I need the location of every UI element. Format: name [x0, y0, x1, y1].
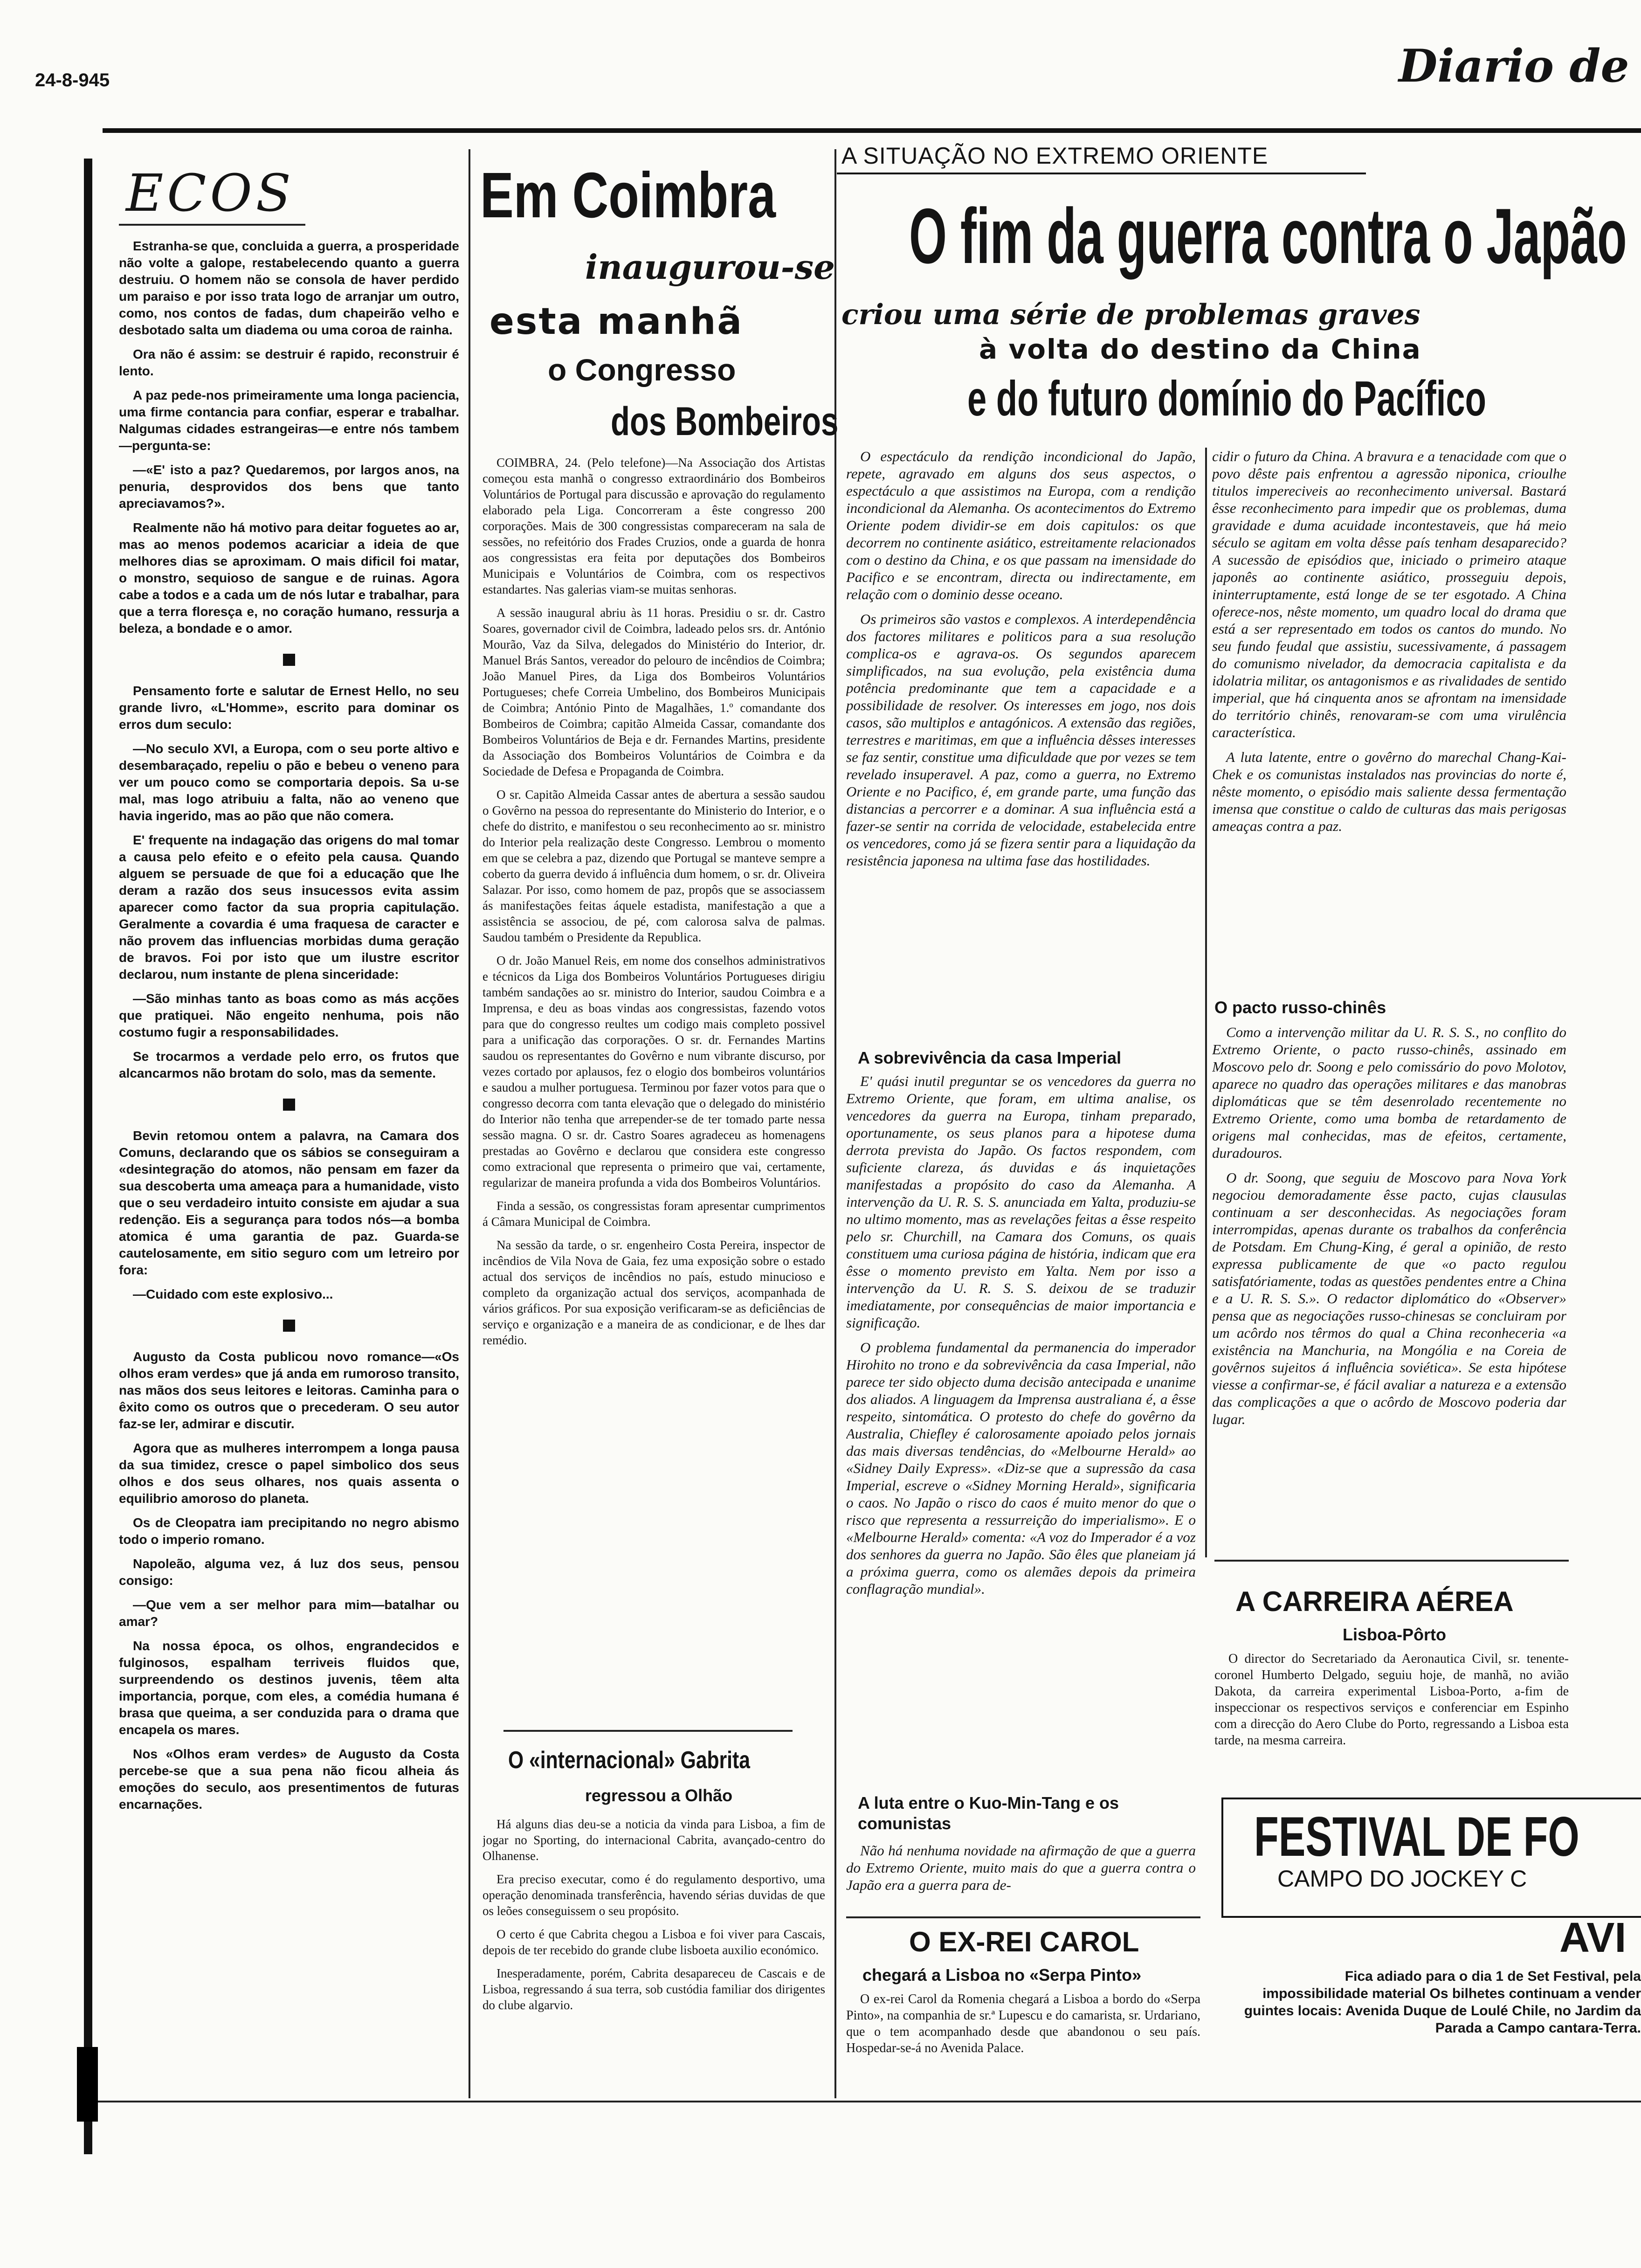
japao-kicker: A SITUAÇÃO NO EXTREMO ORIENTE: [841, 143, 1269, 169]
section-bullet: [283, 1099, 295, 1111]
section-rule: [1214, 1560, 1569, 1562]
ecos-paragraph: A paz pede-nos primeiramente uma longa paciencia, uma firme contancia para confiar, esperar e trabalhar. Nalgumas cidades estrangeiras—e entre nós tambem—pergunta-se:: [119, 388, 459, 453]
ecos-body: [119, 238, 459, 2094]
ecos-title: ECOS: [126, 163, 295, 223]
coimbra-paragraph: A sessão inaugural abriu às 11 horas. Presidiu o sr. dr. Castro Soares, governador civil de Coimbra, ladeado pelos srs. dr. António Mourão, Vaz da Silva, delegados do Ministério do Interior, dr. Manuel Brás Santos, vereador do pelouro de incêndios de Coimbra; João Manuel Pires, da Liga dos Bombeiros Voluntários Portugueses; chefe Correia Umbelino, dos Bombeiros Municipais de Coimbra; António Pinto de Magalhães, 1.º comandante dos Bombeiros de Coimbra; capitão Almeida Cassar, comandante dos Bombeiros Voluntários de Beja e dr. Fernandes Martins, presidente da Associação dos Bombeiros Voluntários de Coimbra e da Sociedade de Defesa e Propaganda de Coimbra.: [483, 606, 825, 778]
japao-paragraph: O problema fundamental da permanencia do imperador Hirohito no trono e da sobrevivência da casa Imperial, não parece ter sido objecto duma decisão antecipada e unanime dos aliados. A linguagem da Imprensa australiana é, a êsse respeito, sintomática. O protesto do chefe do govêrno da Australia, Chiefley é calorosamente apoiado pelos jornais das mais diversas tendências, do «Melbourne Herald» ao «Sidney Daily Express». «Diz-se que a supressão da casa Imperial, escreve o «Sidney Morning Herald», significaria o caos. No Japão o risco do caos é muito menor do que o risco que representa a ressurreição do imperialismo». E o «Melbourne Herald» comenta: «A voz do Imperador é a voz dos senhores da guerra no Japão. São êles que planeiam já a próxima guerra, como os alemães depois da primeira conflagração mundial».: [846, 1339, 1196, 1597]
japao-paragraph: O dr. Soong, que seguiu de Moscovo para Nova York negociou demoradamente êsse pacto, cujas clausulas continuam a ser desconhecidas. As negociações foram interrompidas, apenas durante os trabalhos da conferência de Potsdam. Em Chung-King, é geral a opinião, de resto expressa publicamente de que «o pacto regulou satisfatóriamente, todas as questões pendentes entre a China e a U. R. S. S.». O redactor diplomático do «Observer» pensa que as negociações russo-chinesas se concluiram por um acôrdo nos têrmos do qual a China reconheceria «a existência na Manchuria, na Mongólia e na Coreia de govêrnos sujeitos á influência soviética». Se esta hipótese viesse a confirmar-se, é fácil avaliar a natureza e a extensão das complicações a que o acôrdo de Moscovo poderia dar lugar.: [1212, 1169, 1566, 1427]
carol-subtitle: chegará a Lisboa no «Serpa Pinto»: [862, 1965, 1142, 1984]
japao-subhead: A sobrevivência da casa Imperial: [858, 1048, 1121, 1067]
ecos-paragraph: Realmente não há motivo para deitar foguetes ao ar, mas ao menos podemos acariciar a ideia de que melhores dias se aproximam. O mais dificil foi matar, o monstro, sequioso de sangue e de ruinas. Agora cabe a todos e a cada um de nós lutar e trabalhar, para que a terra floresça e, no coração humano, ressurja a beleza, a bondade e o amor.: [119, 520, 459, 636]
japao-deck-line: criou uma série de problemas graves: [841, 298, 1420, 331]
japao-deck-line: à volta do destino da China: [979, 333, 1421, 365]
carreira-headline: A CARREIRA AÉREA: [1235, 1586, 1514, 1617]
coimbra-paragraph: O sr. Capitão Almeida Cassar antes de abertura a sessão saudou o Govêrno na pessoa do representante do Ministerio do Interior, e o chefe do distrito, e manifestou o seu reconhecimento ao sr. ministro do Interior pela realização deste Congresso. Lembrou o momento em que se celebra a paz, dizendo que Portugal se manteve sempre a coberto da guerra devido á influência dum homem, o sr. dr. Oliveira Salazar. Por isso, como homem de paz, propôs que se associassem ás manifestações feitas áquele estadista, manifestação a que a assistência se associou, de pé, com calorosa salva de palmas. Saudou também o Presidente da Republica.: [483, 788, 825, 944]
japao-paragraph: E' quási inutil preguntar se os vencedores da guerra no Extremo Oriente, que foram, em ultima analise, os vencedores da guerra na Europa, tinham preparado, oportunamente, os seus planos para a hipotese duma derrota prevista do Japão. Os factos respondem, com suficiente clareza, ás duvidas e ás inquietações manifestadas a propósito do caso da Alemanha. A intervenção da U. R. S. S. anunciada em Yalta, produziu-se no ultimo momento, mas as revelações feitas a êsse respeito pelo sr. Churchill, na Camara dos Comuns, os quais constituem uma curiosa página de história, indicam que era êsse o momento previsto em Yalta. Nem por isso a intervenção da U. R. S. S. deixou de se traduzir imediatamente, por consequências de maior importancia e significação.: [846, 1073, 1196, 1331]
carreira-body: [1214, 1651, 1569, 1786]
festival-ad-notice: AVI: [1559, 1915, 1627, 1961]
ecos-paragraph: Estranha-se que, concluida a guerra, a prosperidade não volte a galope, restabelecendo quanto a guerra destruiu. O homem não se consola de haver perdido um paraiso e por isso trata logo de arranjar um outro, como, nos contos de fadas, dum chapeirão velho e desbotado salta um diadema ou uma coroa de rainha.: [119, 239, 459, 337]
ecos-paragraph: Agora que as mulheres interrompem a longa pausa da sua timidez, cresce o papel simbolico dos seus olhos e dos seus olhares, nos quais assenta o equilibrio amoroso do planeta.: [119, 1441, 459, 1506]
bottom-rule: [98, 2101, 1641, 2102]
coimbra-headline: Em Coimbra: [480, 159, 776, 231]
japao-col2-top: [1212, 448, 1566, 951]
japao-paragraph: O espectáculo da rendição incondicional do Japão, repete, agravado em alguns dos seus aspectos, o espectáculo a que assistimos na Europa, com a rendição incondicional da Alemanha. Os acontecimentos do Extremo Oriente podem dividir-se em dois capitulos: os que decorrem no continente asiático, estreitamente relacionados com o destino da China, e os que passam na imensidade do Pacifico e se encontram, directa ou indirectamente, em relação com o dominio desse oceano.: [846, 448, 1196, 602]
gabrita-subtitle: regressou a Olhão: [585, 1786, 733, 1805]
japao-paragraph: Os primeiros são vastos e complexos. A interdependência dos factores militares e politicos para a sua resolução complica-os e agrava-os. Os segundos aparecem simplificados, na sua evolução, pela existência duma potência predominante que tem a capacidade e a possibilidade de resolver. Os interesses em jogo, nos dois casos, são multiplos e antagónicos. A extensão das regiões, terrestres e maritimas, em que a influência dêsses interesses se faz sentir, constitue uma dificuldade que por vezes se tem revelado insuperavel. A paz, como a guerra, no Extremo Oriente e no Pacifico, é, em grande parte, uma função das distancias a percorrer e a dominar. A sua influência está a fazer-se sentir na corrida de velocidade, estabelecida entre os vencedores, como já se fizera sentir para a liquidação da resistência japonesa na ultima fase das hostilidades.: [846, 611, 1196, 869]
ecos-paragraph: Napoleão, alguma vez, á luz dos seus, pensou consigo:: [119, 1556, 459, 1588]
carreira-paragraph: O director do Secretariado da Aeronautica Civil, sr. tenente-coronel Humberto Delgado, seguiu hoje, de manhã, no avião Dakota, da carreira experimental Lisboa-Porto, a-fim de inspeccionar os respectivos serviços e conferenciar em Espinho com a direcção do Aero Clube do Porto, regressando a Lisboa esta tarde, na mesma carreira.: [1214, 1652, 1569, 1748]
ecos-paragraph: Augusto da Costa publicou novo romance—«Os olhos eram verdes» que já anda em rumoroso transito, nas mãos dos seus leitores e leitoras. Caminha para o êxito como os outros que o precederam. O seu autor faz-se ler, admirar e discutir.: [119, 1349, 459, 1431]
ecos-paragraph: Na nossa época, os olhos, engrandecidos e fulginosos, espalham terriveis fluidos que, surpreendendo os destinos juvenis, têem alta importancia, porque, com eles, a comédia humana é brasa que queima, a ser conduzida para o drama que encapela os mares.: [119, 1639, 459, 1737]
japao-headline: O fim da guerra contra o Japão: [909, 192, 1627, 280]
gabrita-paragraph: Há alguns dias deu-se a noticia da vinda para Lisboa, a fim de jogar no Sporting, do internacional Cabrita, avançado-centro do Olhanense.: [483, 1817, 825, 1863]
carol-paragraph: O ex-rei Carol da Romenia chegará a Lisboa a bordo do «Serpa Pinto», na companhia de sr.ª Lupescu e do camarista, sr. Urdariano, que o tem acompanhado desde que abandonou o seu país. Hospedar-se-á no Avenida Palace.: [846, 1992, 1200, 2055]
section-rule: [846, 1916, 1200, 1918]
section-rule: [503, 1730, 793, 1732]
coimbra-body: [483, 455, 825, 1714]
ecos-paragraph: Ora não é assim: se destruir é rapido, reconstruir é lento.: [119, 347, 459, 378]
kicker-rule: [837, 173, 1366, 174]
festival-ad-venue: CAMPO DO JOCKEY C: [1277, 1866, 1527, 1892]
carreira-subtitle: Lisboa-Pôrto: [1343, 1625, 1446, 1644]
ecos-paragraph: —Que vem a ser melhor para mim—batalhar ou amar?: [119, 1597, 459, 1629]
japao-subhead: O pacto russo-chinês: [1214, 998, 1386, 1017]
coimbra-deck-line: esta manhã: [490, 301, 744, 343]
ecos-paragraph: Bevin retomou ontem a palavra, na Camara dos Comuns, declarando que os sábios se conseguiram a «desintegração do atomos, não pensam em fazer da sua descoberta uma ameaça para a humanidade, visto que o seu verdadeiro intuito consiste em ajudar a sua redenção. Eis a segurança para todos nós—a bomba atomica é uma garantia de paz. Guarda-se cautelosamente, em sitio seguro com um letreiro por fora:: [119, 1128, 459, 1277]
coimbra-paragraph: Na sessão da tarde, o sr. engenheiro Costa Pereira, inspector de incêndios de Vila Nova de Gaia, fez uma exposição sobre o estado actual dos serviços de incêndios no país, estudo minucioso e completo da organização actual dos serviços, acompanhada de vários gráficos. Por sua exposição verificaram-se as deficiências de serviço e organização e a maneira de as condicionar, e de lhes dar remédio.: [483, 1238, 825, 1347]
coimbra-paragraph: COIMBRA, 24. (Pelo telefone)—Na Associação dos Artistas começou esta manhã o congresso extraordinário dos Bombeiros Voluntários de Portugal para discussão e aprovação do regulamento elaborado pela Liga. Concorreram a êste congresso 200 corporações. Mais de 300 congressistas compareceram na sala de sessões, no refeitório dos Frades Cruzios, onde a guarda de honra aos congressistas era feita por deputações dos Bombeiros Municipais e Voluntários de Coimbra, com os respectivos estandartes. Nas galerias viam-se muitas senhoras.: [483, 456, 825, 596]
coimbra-paragraph: O dr. João Manuel Reis, em nome dos conselhos administrativos e técnicos da Liga dos Bombeiros Voluntários Portugueses dirigiu também sandações ao sr. ministro do Interior, saudou Coimbra e a Imprensa, e deu as boas vindas aos congressistas, fazendo votos para que do congresso reultes um codigo mais completo possivel para a unificação das corporações. O sr. dr. Fernandes Martins saudou os representantes do Govêrno e num vibrante discurso, por vezes cortado por aplausos, fez o elogio dos bombeiros voluntários e saudou a mulher portuguesa. Terminou por fazer votos para que o congresso decorra com tanta elevação que o delegado do ministério do Interior não tenha que arrepender-se de ter tomado parte nessa sessão magna. O sr. dr. Castro Soares agradeceu as homenagens prestadas ao Govêrno e declarou que considera este congresso como extracional que representa o primeiro que vai, certamente, regularizar de maneira profunda a vida dos Bombeiros Voluntários.: [483, 954, 825, 1189]
coimbra-paragraph: Finda a sessão, os congressistas foram apresentar cumprimentos á Câmara Municipal de Coimbra.: [483, 1199, 825, 1229]
column-rule: [469, 149, 470, 2098]
column-rule: [1205, 448, 1207, 1557]
japao-col1-top: [846, 448, 1196, 1044]
japao-paragraph: A luta latente, entre o govêrno do marechal Chang-Kai-Chek e os comunistas instalados nas provincias do norte é, nêste momento, o episódio mais saliente dessa fermentação imensa que constitue o caldo de culturas das mais perigosas ameaças contra a paz.: [1212, 749, 1566, 834]
ecos-paragraph: —«E' isto a paz? Quedaremos, por largos anos, na penuria, desprovidos dos bens que tanto apreciavamos?».: [119, 463, 459, 511]
ecos-paragraph: —São minhas tanto as boas como as más acções que pratiquei. Não engeito nenhuma, pois não costumo fugir a responsabilidades.: [119, 991, 459, 1039]
ecos-paragraph: Se trocarmos a verdade pelo erro, os frutos que alcancarmos não brotam do solo, mas da semente.: [119, 1049, 459, 1080]
japao-col1-bottom: [846, 1842, 1196, 1912]
japao-deck-line: e do futuro domínio do Pacífico: [967, 371, 1486, 426]
page-date: 24-8-945: [35, 70, 110, 90]
left-border-bar: [84, 159, 92, 2154]
ecos-title-rule: [119, 224, 305, 226]
gabrita-paragraph: Inesperadamente, porém, Cabrita desapareceu de Cascais e de Lisboa, regressando á sua terra, sob custódia familiar dos dirigentes do clube algarvio.: [483, 1966, 825, 2012]
carol-headline: O EX-REI CAROL: [909, 1926, 1139, 1957]
gabrita-paragraph: Era preciso executar, como é do regulamento desportivo, uma operação denominada transferência, havendo sérias duvidas de que os leões conseguissem o seu propósito.: [483, 1872, 825, 1918]
coimbra-kicker: inaugurou-se: [585, 247, 835, 287]
top-rule: [103, 128, 1641, 133]
japao-subhead: A luta entre o Kuo-Min-Tang e os comunistas: [858, 1793, 1119, 1833]
ecos-paragraph: Pensamento forte e salutar de Ernest Hello, no seu grande livro, «L'Homme», escrito para dominar os erros dum seculo:: [119, 684, 459, 732]
festival-ad-text: Fica adiado para o dia 1 de Set Festival, pela impossibilidade material Os bilhetes continuam a vender guintes locais: Avenida Duque de Loulé Chile, no Jardim da Parada a Campo cantara-Terra.: [1244, 1969, 1641, 2036]
japao-paragraph: cidir o futuro da China. A bravura e a tenacidade com que o povo dêste pais enfrentou a agressão niponica, crioulhe titulos impereciveis ao reconhecimento universal. Bastará êsse reconhecimento para impedir que os problemas, duma gravidade e duma acuidade incontestaveis, que há meio século se agitam em volta dêsse país tenham desaparecido? A sucessão de episódios que, iniciado o primeiro ataque japonês ao continente asiático, prosseguiu depois, ininterruptamente, está longe de se ter esgotado. A China oferece-nos, nêste momento, um quadro local do drama que está a ser representado em todos os cantos do mundo. No seu fundo feudal que assistiu, sucessivamente, á passagem do comunismo nivelador, da democracia capitalista e da idolatria militar, os antagonismos e as rivalidades de sentido imperial, que há cinquenta anos se afrontam na imensidade do território chinês, renovaram-se com uma virulência característica.: [1212, 448, 1566, 740]
section-bullet: [283, 654, 295, 666]
ecos-paragraph: E' frequente na indagação das origens do mal tomar a causa pelo efeito e o efeito pela causa. Quando alguem se persuade de que foi a educação que lhe deram a razão dos seus insucessos evita assim aparecer como factor da sua propria capitulação. Geralmente a covardia é uma fraquesa de caracter e não provem das influencias morbidas duma geração de bravos. Foi por isto que um ilustre escritor declarou, num instante de plena sinceridade:: [119, 833, 459, 982]
carol-body: [846, 1991, 1200, 2094]
ecos-paragraph: —No seculo XVI, a Europa, com o seu porte altivo e desembaraçado, repeliu o pão e bebeu o veneno para ver um pouco como se comportaria depois. Sa u-se mal, mas logo atribuiu a falta, não ao veneno que havia ingerido, mas ao pão que não comera.: [119, 741, 459, 823]
left-border-cap: [77, 2047, 98, 2122]
coimbra-deck-line: o Congresso: [548, 353, 736, 387]
coimbra-deck-line: dos Bombeiros: [611, 399, 839, 444]
ecos-paragraph: Os de Cleopatra iam precipitando no negro abismo todo o imperio romano.: [119, 1515, 459, 1547]
ecos-paragraph: Nos «Olhos eram verdes» de Augusto da Costa percebe-se que a sua pena não ficou alheia ás emoções do seculo, aos presentimentos de futuras encarnações.: [119, 1747, 459, 1812]
japao-paragraph: Como a intervenção militar da U. R. S. S., no conflito do Extremo Oriente, o pacto russo-chinês, assinado em Moscovo pelo dr. Soong e pelo comissário do povo Molotov, aparece no quadro das operações militares e das manobras diplomáticas que se têm desenrolado recentemente no Extremo Oriente, como uma bomba de retardamento de origens mal conhecidas, mas de efeitos, certamente, duradouros.: [1212, 1024, 1566, 1161]
japao-col2-bottom: [1212, 1023, 1566, 1555]
gabrita-headline: O «internacional» Gabrita: [508, 1747, 750, 1774]
japao-col1-mid: [846, 1072, 1196, 1791]
festival-ad-title: FESTIVAL DE FO: [1254, 1805, 1579, 1868]
newspaper-masthead: Diario de: [1399, 40, 1629, 92]
japao-paragraph: Não há nenhuma novidade na afirmação de que a guerra do Extremo Oriente, muito mais do que a guerra contra o Japão era a guerra para de-: [846, 1842, 1196, 1893]
gabrita-body: [483, 1816, 825, 2096]
section-bullet: [283, 1320, 295, 1332]
gabrita-paragraph: O certo é que Cabrita chegou a Lisboa e foi viver para Cascais, depois de ter recebido do grande clube lisboeta auxilio económico.: [483, 1927, 825, 1957]
ecos-paragraph: —Cuidado com este explosivo...: [133, 1287, 333, 1301]
